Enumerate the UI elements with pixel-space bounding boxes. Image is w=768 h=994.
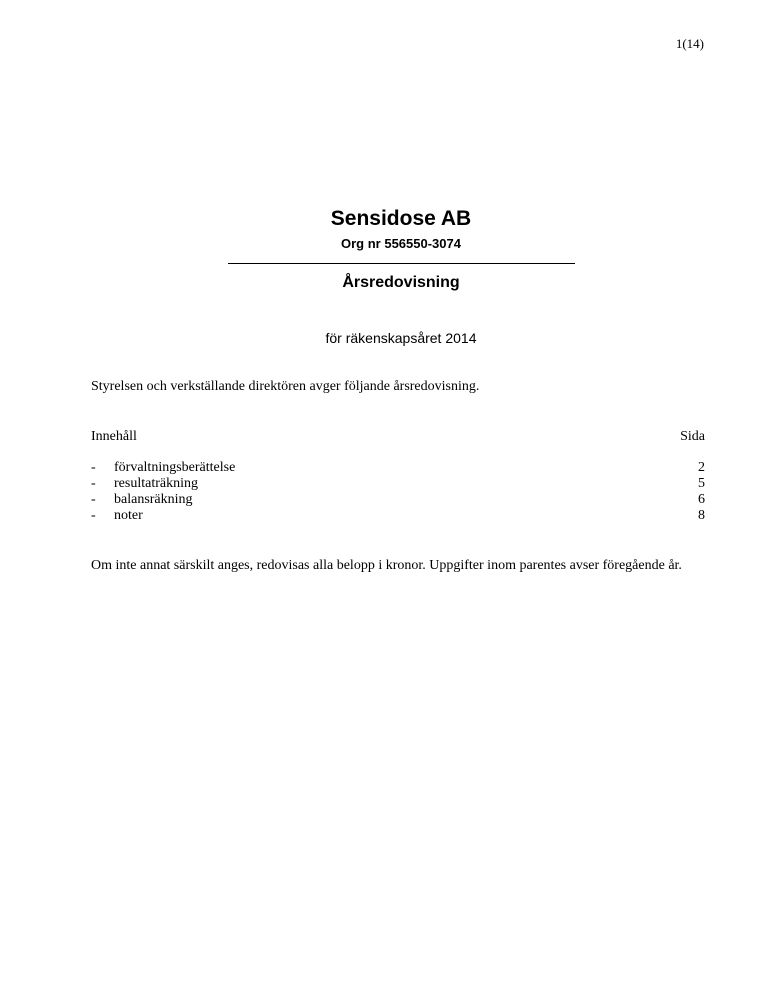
toc-item-bullet: - — [91, 492, 96, 507]
org-number: Org nr 556550-3074 — [341, 236, 461, 251]
amounts-note: Om inte annat särskilt anges, redovisas alla belopp i kronor. Uppgifter inom parentes avser föregående år. — [91, 558, 682, 573]
fiscal-year: för räkenskapsåret 2014 — [325, 330, 477, 346]
intro-text: Styrelsen och verkställande direktören avger följande årsredovisning. — [91, 379, 480, 394]
toc-item-label: noter — [114, 508, 143, 523]
toc-item-label: resultaträkning — [114, 476, 198, 491]
toc-item-label: balansräkning — [114, 492, 193, 507]
document-title: Årsredovisning — [342, 274, 460, 291]
page-number: 1(14) — [675, 36, 704, 51]
toc-item — [91, 508, 705, 524]
toc-list — [91, 460, 705, 524]
toc-item — [91, 476, 705, 492]
toc-item-page: 8 — [698, 508, 705, 523]
toc-item-label: förvaltningsberättelse — [114, 460, 236, 475]
toc-item-page: 6 — [698, 492, 705, 507]
toc-header — [91, 428, 705, 445]
toc-item — [91, 460, 705, 476]
toc-item-page: 2 — [698, 460, 705, 475]
company-name: Sensidose AB — [330, 207, 472, 230]
toc-item-bullet: - — [91, 508, 96, 523]
toc-item-bullet: - — [91, 460, 96, 475]
toc-item-bullet: - — [91, 476, 96, 491]
toc-heading: Innehåll — [91, 429, 137, 444]
title-divider — [228, 263, 575, 264]
toc-item-page: 5 — [698, 476, 705, 491]
toc-item — [91, 492, 705, 508]
toc-page-heading: Sida — [680, 429, 705, 444]
